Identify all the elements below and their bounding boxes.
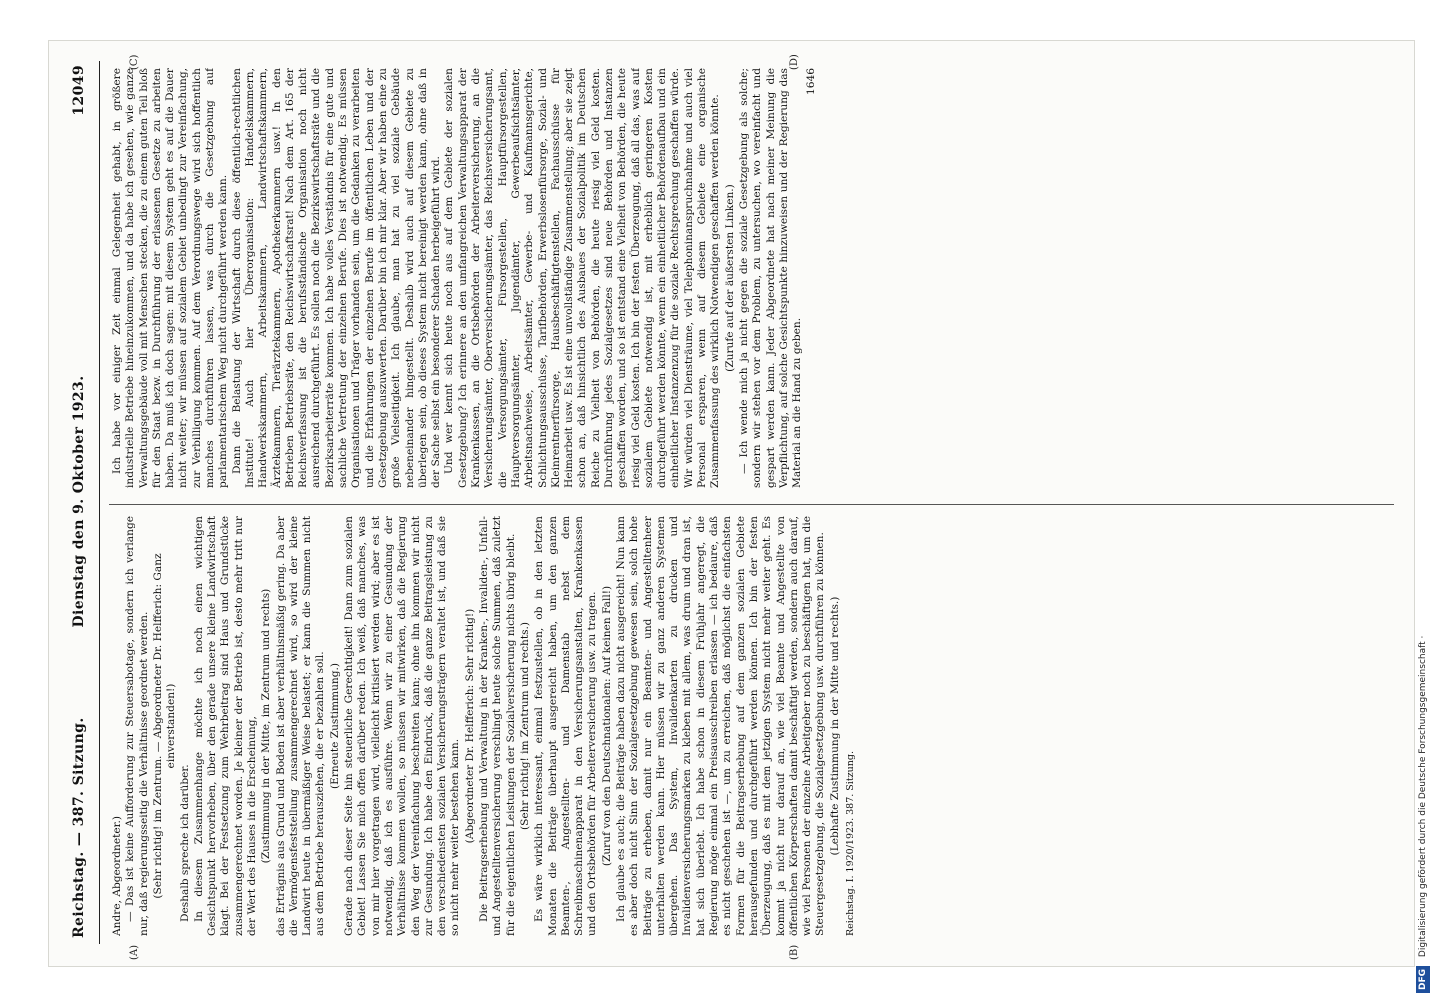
paragraph: Es wäre wirklich interessant, einmal festzustellen, ob in den letzten Monaten die Beiträge überhaupt ausgereicht haben, um den ganzen Beamten-, Angestellten- und Damenstab nebst dem Schreibmaschinenapparat in den Versicherungsanstalten, Krankenkassen und den Ortsbehörden für Arbeiterversicherung usw. zu tragen. [533, 516, 599, 936]
paragraph: Ich glaube es auch; die Beiträge haben dazu nicht ausgereicht! Nun kann es aber doch nicht Sinn der Sozialgesetzgebung gewesen sein, solch hohe Beiträge zu erheben, damit nur ein Beamten- und Angestelltenheer unterhalten werden kann. Hier müssen wir zu ganz anderen Systemen übergehen. Das System, Invalidenkarten zu drucken und Invalidenversicherungsmarken zu kleben mit allem, was drum und dran ist, hat sich überlebt. Ich habe schon in diesem Frühjahr angeregt, die Regierung möge einmal ein Preisausschreiben erlassen — ich bedaure, daß es nicht geschehen ist —, um zu erreichen, daß möglichst die einfachsten Formen für die Beitragserhebung auf dem ganzen sozialen Gebiete herausgefunden und durchgeführt werden können. Ich bin der festen Überzeugung, daß es mit dem jetzigen System nicht mehr weiter geht. Es kommt ja nicht nur darauf an, wie viel Beamte und Angestellte von öffentlichen Körperschaften damit beschäftigt werden, sondern auch darauf, wie viel Personen der einzelne Arbeitgeber noch zu beschäftigen hat, um die Steuergesetzgebung, die Sozialgesetzgebung usw. durchführen zu können. [614, 516, 827, 936]
header-left: Reichstag. — 387. Sitzung. [71, 717, 87, 938]
paragraph: Ich habe vor einiger Zeit einmal Gelegenheit gehabt, in größere industrielle Betriebe hineinzukommen, und da habe ich gesehen, wie ganze Verwaltungsgebäude voll mit Menschen stecken, die zu einem guten Teil bloß für den Staat bezw. in Durchführung der erlassenen Gesetze zu arbeiten haben. Da muß ich doch sagen: mit diesem System geht es auf die Dauer nicht weiter; wir müssen auf sozialem Gebiet unbedingt zur Vereinfachung, zur Verbilligung kommen. Auf dem Verordnungswege wird sich hoffentlich manches durchführen lassen, was durch die Gesetzgebung auf parlamentarischem Weg nicht durchgeführt werden kann. [111, 68, 230, 488]
interjection: (Erneute Zustimmung.) [328, 662, 341, 790]
header-date: Dienstag den 9. Oktober 1923. [71, 375, 87, 628]
rotated-page-content [49, 41, 1414, 966]
speaker-intro: Andre, Abgeordneter.) [111, 815, 123, 936]
paragraph: — Das ist keine Aufforderung zur Steuersabotage, sondern ich verlange nur, daß regierungsseitig die Verhältnisse geordnet werden. [124, 516, 150, 936]
margin-marker-a: (A) [129, 944, 140, 960]
right-column [111, 68, 1401, 488]
interjection: (Zustimmung in der Mitte, im Zentrum und rechts) [260, 588, 273, 864]
paragraph: Die Beitragserhebung und Verwaltung in der Kranken-, Invaliden-, Unfall- und Angestelltenversicherung verschlingt heute solche Summen, daß zuletzt für die eigentlichen Leistungen der Sozialversicherung nichts übrig bleibt. [478, 516, 517, 936]
page-number: 12049 [71, 65, 87, 116]
running-header [71, 57, 97, 946]
paragraph: das Erträgnis aus Grund und Boden ist aber verhältnismäßig gering. Da aber die Vermögensfeststellung zusammengerechnet wird, so wird der kleine Landwirt heute in übermäßiger Weise belastet; er kann die Summen nicht aus dem Betriebe herausziehen, die er bezahlen soll. [274, 516, 327, 936]
interjection: (Sehr richtig! im Zentrum. — Abgeordneter Dr. Helfferich: Ganz einverstanden!) [151, 553, 178, 899]
interjection: (Abgeordneter Dr. Helfferich: Sehr richtig!) [463, 608, 476, 844]
margin-marker-c: (C) [129, 54, 140, 70]
header-rule [99, 61, 100, 944]
left-column [111, 516, 1401, 936]
paragraph: In diesem Zusammenhange möchte ich noch einen wichtigen Gesichtspunkt hervorheben, über den gerade unsere kleine Landwirtschaft klagt. Bei der Festsetzung zum Wehrbeitrag sind Haus und Grundstücke zusammengerechnet worden. Je kleiner der Betrieb ist, desto mehr tritt nur der Wert des Hauses in die Erscheinung, [192, 516, 258, 936]
dfg-logo: DFG [1416, 966, 1430, 993]
dfg-credit-text: Digitalisierung gefördert durch die Deutsche Forschungsgemeinschaft · [1418, 635, 1428, 958]
margin-marker-b: (B) [789, 944, 800, 960]
dfg-credit [1414, 8, 1432, 993]
paragraph: Dann die Belastung der Wirtschaft durch diese öffentlich-rechtlichen Institute! Auch hier Überorganisation: Handelskammern, Handwerkskammern, Arbeitskammern, Landwirtschaftskammern, Ärztekammern, Tierärztekammern, Apothekerkammern usw.! In den Betrieben Betriebsräte, den Reichswirtschaftsrat! Nach dem Art. 165 der Reichsverfassung ist die berufsständische Organisation noch nicht ausreichend durchgeführt. Es sollen noch die Bezirkswirtschaftsräte und die Bezirksarbeiterräte kommen. Ich habe volles Verständnis für eine gute und sachliche Vertretung der einzelnen Berufe. Dies ist notwendig. Es müssen Organisationen und Träger vorhanden sein, um die Gedanken zu verarbeiten und die Erfahrungen der einzelnen Berufe im öffentlichen Leben und der Gesetzgebung auszuwerten. Darüber bin ich mir klar. Aber wir haben eine zu große Vielseitigkeit. Ich glaube, man hat zu viel soziale Gebäude nebeneinander hingestellt. Deshalb wird auch auf diesem Gebiete zu überlegen sein, ob dieses System nicht bereinigt werden kann, ohne daß in der Sache selbst ein besonderer Schaden herbeigeführt wird. [230, 68, 443, 488]
column-footer: Reichstag. I. 1920/1923. 387. Sitzung. [845, 751, 857, 936]
margin-marker-d: (D) [789, 54, 800, 70]
interjection: (Zuruf von den Deutschnationalen: Auf keinen Fall!) [600, 585, 613, 867]
paragraph: Und wer kennt sich heute noch aus auf dem Gebiete der sozialen Gesetzgebung? Ich erinnere an den umfangreichen Verwaltungsapparat der Krankenkassen, an die Ortsbehörden der Arbeiterversicherung, an die Versicherungsämter, Oberversicherungsämter, das Reichsversicherungsamt, die Versorgungsämter, Fürsorgestellen, Hauptfürsorgestellen, Hauptversorgungsämter, Jugendämter, Gewerbeaufsichtsämter, Arbeitsnachweise, Arbeitsämter, Gewerbe- und Kaufmannsgerichte, Schlichtungsausschüsse, Tarifbehörden, Erwerbslosenfürsorge, Sozial- und Kleinrentnerfürsorge, Hausbeschäftigtenstellen, Fachausschüsse für Heimarbeit usw. Es ist eine unvollständige Zusammenstellung; aber sie zeigt schon an, daß hinsichtlich des Ausbaues der Sozialpolitik im Deutschen Reiche zu Vielheit von Behörden, die heute riesig viel Geld kosten. Durchführung jedes Sozialgesetzes sind neue Behörden und Instanzen geschaffen worden, und so ist entstand eine Vielheit von Behörden, die heute riesig viel Geld kosten. Ich bin der festen Überzeugung, daß all das, was auf sozialem Gebiete notwendig ist, mit erheblich geringeren Kosten durchgeführt werden könnte, wenn ein einheitlicher Behördenaufbau und ein einheitlicher Instanzenzug für die soziale Rechtsprechung geschaffen würde. Wir würden viel Diensträume, viel Telephoninanspruchnahme und auch viel Personal ersparen, wenn auf diesem Gebiete eine organische Zusammenfassung des wirklich Notwendigen geschaffen werden könnte. [443, 68, 722, 488]
paragraph: Deshalb spreche ich darüber. [179, 764, 192, 922]
interjection: (Sehr richtig! im Zentrum und rechts.) [518, 621, 531, 831]
scanned-page [48, 40, 1415, 967]
paragraph: Gerade nach dieser Seite hin steuerliche Gerechtigkeit! Dann zum sozialen Gebiet! Lassen Sie mich offen darüber reden. Ich weiß, daß manches, was von mir hier vorgetragen wird, vielleicht kritisiert werden wird; aber es ist notwendig, daß ich es ausführe. Wenn wir zu einer Gesundung der Verhältnisse kommen wollen, so müssen wir mitwirken, daß die Regierung den Weg der Vereinfachung beschreiten kann; ohne ihn kommen wir nicht zur Gesundung. Ich habe den Eindruck, daß die ganze Beitragsleistung zu den verschiedensten sozialen Versicherungsträgern veraltet ist, und daß sie so nicht mehr weiter bestehen kann. [343, 516, 462, 936]
column-divider [109, 504, 1394, 505]
paragraph: — Ich wende mich ja nicht gegen die soziale Gesetzgebung als solche; sondern wir stehen vor dem Problem, zu untersuchen, wo vereinfacht und gespart werden kann. Jeder Abgeordnete hat nach meiner Meinung die Verpflichtung, auf solche Gesichtspunkte hinzuweisen und der Regierung das Material an die Hand zu geben. [737, 68, 804, 488]
sheet-number: 1646 [805, 68, 818, 95]
interjection: (Lebhafte Zustimmung in der Mitte und rechts.) [828, 596, 841, 856]
interjection: (Zurufe auf der äußersten Linken.) [723, 184, 736, 372]
